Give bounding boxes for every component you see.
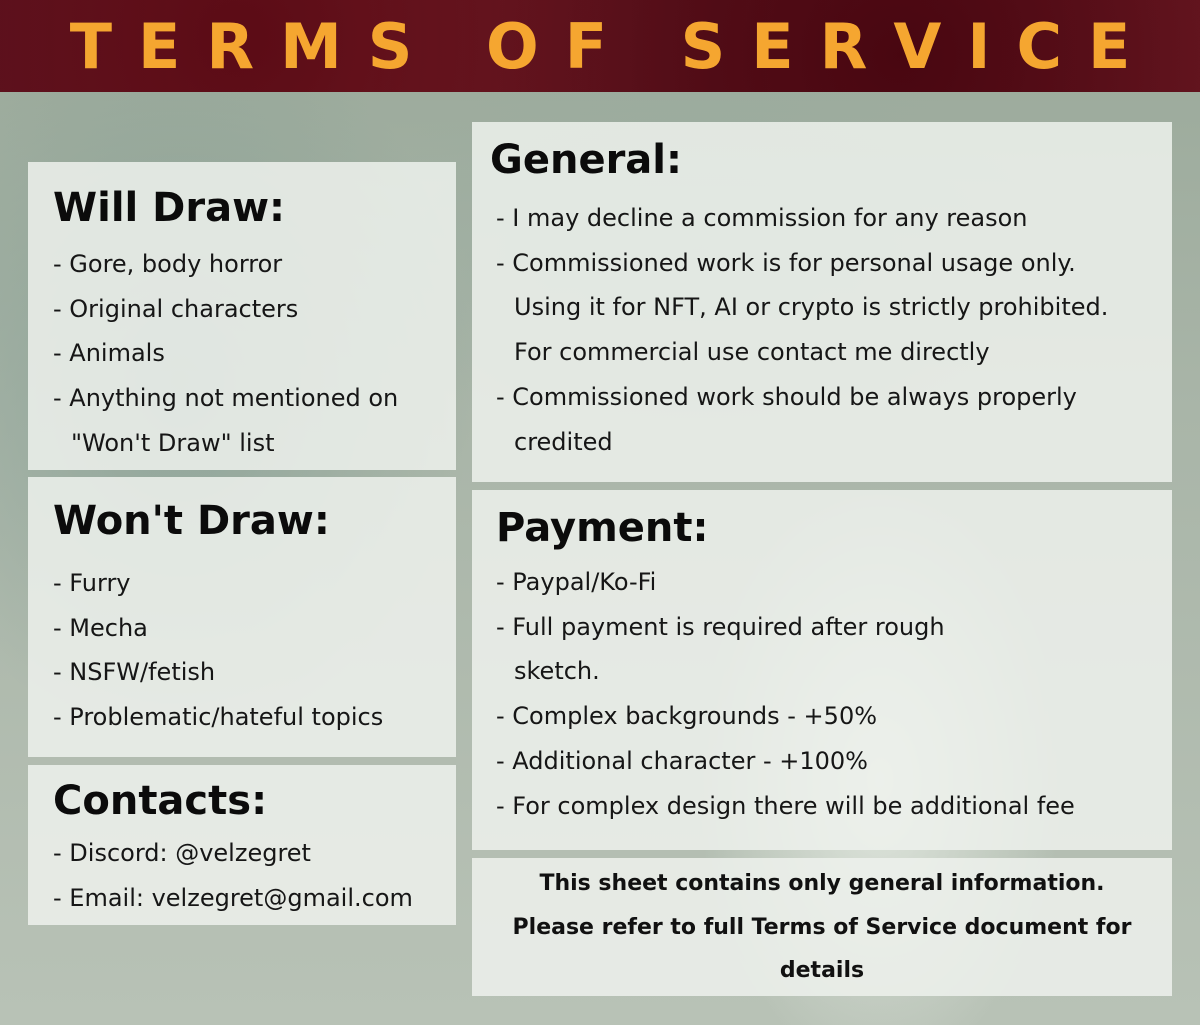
list-item: - Paypal/Ko-Fi (496, 568, 657, 596)
list-item: - Problematic/hateful topics (53, 703, 384, 732)
notice-line: This sheet contains only general information. (539, 871, 1105, 896)
list-item: - For complex design there will be additional fee (496, 791, 1075, 820)
contacts-panel (28, 765, 456, 925)
list-item: - Anything not mentioned on "Won't Draw" list (53, 384, 399, 457)
contact-discord: - Discord: @velzegret (53, 839, 311, 867)
notice-line: details (779, 958, 865, 983)
payment-heading: Payment: (496, 505, 709, 551)
header-banner (0, 0, 1200, 92)
contacts-heading: Contacts: (53, 778, 268, 824)
list-item: - Animals (53, 339, 165, 368)
will-draw-list (53, 242, 456, 466)
list-item: - Additional character - +100% (496, 746, 868, 775)
list-item: - Original characters (53, 294, 299, 323)
will-draw-heading: Will Draw: (53, 185, 286, 231)
list-item: - NSFW/fetish (53, 658, 216, 687)
wont-draw-list (53, 561, 456, 740)
list-item: - Complex backgrounds - +50% (496, 702, 878, 731)
list-item: - Commissioned work should be always properly credited (496, 382, 1077, 456)
list-item: - Commissioned work is for personal usage only. Using it for NFT, AI or crypto is strictly prohibited. For commercial use contact me directly (496, 248, 1109, 367)
payment-list (496, 560, 1172, 828)
payment-panel (472, 490, 1172, 850)
list-item: - Mecha (53, 613, 148, 642)
wont-draw-panel (28, 477, 456, 757)
general-list (490, 196, 1172, 464)
page-title: TERMS OF SERVICE (69, 9, 1157, 83)
notice-panel (472, 858, 1172, 996)
contacts-list (53, 831, 456, 920)
list-item: - Full payment is required after rough sketch. (496, 612, 945, 686)
wont-draw-heading: Won't Draw: (53, 498, 330, 544)
general-panel (472, 122, 1172, 482)
will-draw-panel (28, 162, 456, 470)
list-item: - Furry (53, 569, 131, 597)
notice-line: Please refer to full Terms of Service document for (512, 914, 1132, 940)
contact-email: - Email: velzegret@gmail.com (53, 883, 413, 912)
list-item: - Gore, body horror (53, 250, 283, 278)
general-heading: General: (490, 137, 682, 183)
list-item: - I may decline a commission for any reason (496, 204, 1028, 232)
